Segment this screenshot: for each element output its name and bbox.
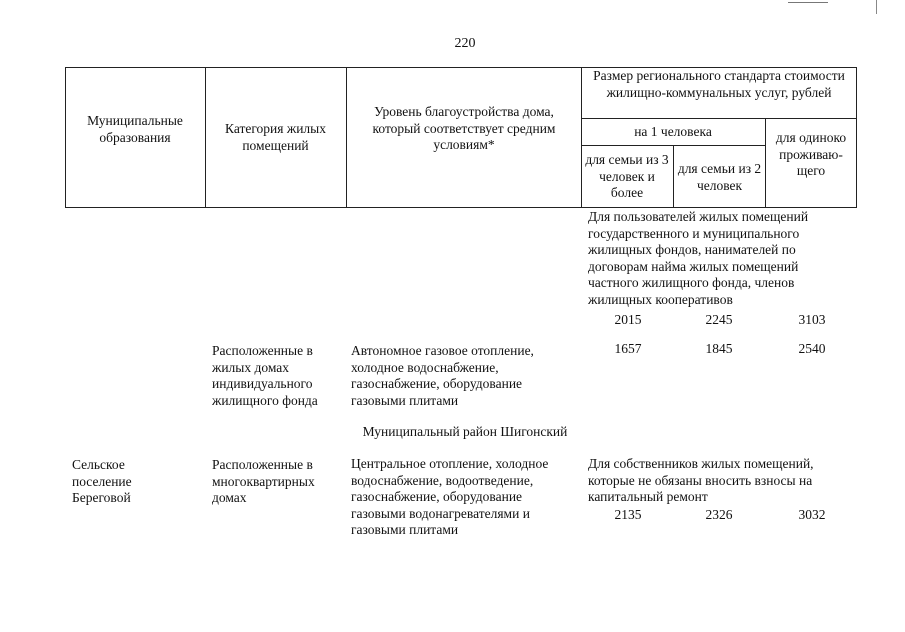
header-standard: Размер регионального стандарта стоимости жилищно-коммунальных услуг, рублей [593, 68, 845, 100]
row3-value-single: 3032 [798, 507, 826, 522]
row2-value-family2: 1845 [705, 341, 733, 356]
row3-value-family3: 2135 [614, 507, 642, 522]
section-title: Муниципальный район Шигонский [362, 424, 568, 439]
row2-level: Автономное газовое отопление, холодное водоснабжение, газоснабжение, оборудование газовыми плитами [351, 343, 534, 408]
scan-artifact-edge [876, 0, 877, 14]
header-per-person: на 1 человека [634, 124, 712, 139]
row3-note: Для собственников жилых помещений, которые не обязаны вносить взносы на капитальный ремонт [588, 456, 814, 504]
header-level: Уровень благоустройства дома, который соответствует средним условиям* [372, 104, 556, 152]
row1-value-single: 3103 [798, 312, 826, 327]
row2-value-single: 2540 [798, 341, 826, 356]
row3-municipal: Сельское поселение Береговой [72, 457, 132, 505]
header-family3: для семьи из 3 человек и более [585, 152, 669, 200]
header-municipal: Муниципальные образования [87, 113, 183, 145]
page-number: 220 [454, 36, 476, 51]
row3-category: Расположенные в многоквартирных домах [212, 457, 315, 505]
row3-level: Центральное отопление, холодное водоснабжение, водоотведение, газоснабжение, оборудование газовыми водонагревателями и газовыми плитами [351, 456, 549, 537]
row1-value-family2: 2245 [705, 312, 733, 327]
row3-value-family2: 2326 [705, 507, 733, 522]
row1-value-family3: 2015 [614, 312, 642, 327]
header-family2: для семьи из 2 человек [677, 161, 762, 193]
row2-category: Расположенные в жилых домах индивидуального жилищного фонда [212, 343, 318, 408]
header-category: Категория жилых помещений [225, 121, 326, 153]
scan-artifact-line [788, 2, 828, 3]
row1-note: Для пользователей жилых помещений государственного и муниципального жилищных фондов, нанимателей по договорам найма жилых помещений частного жилищного фонда, членов жилищных кооперативов [588, 209, 809, 307]
row2-value-family3: 1657 [614, 341, 642, 356]
header-single: для одиноко проживаю-щего [775, 130, 847, 178]
